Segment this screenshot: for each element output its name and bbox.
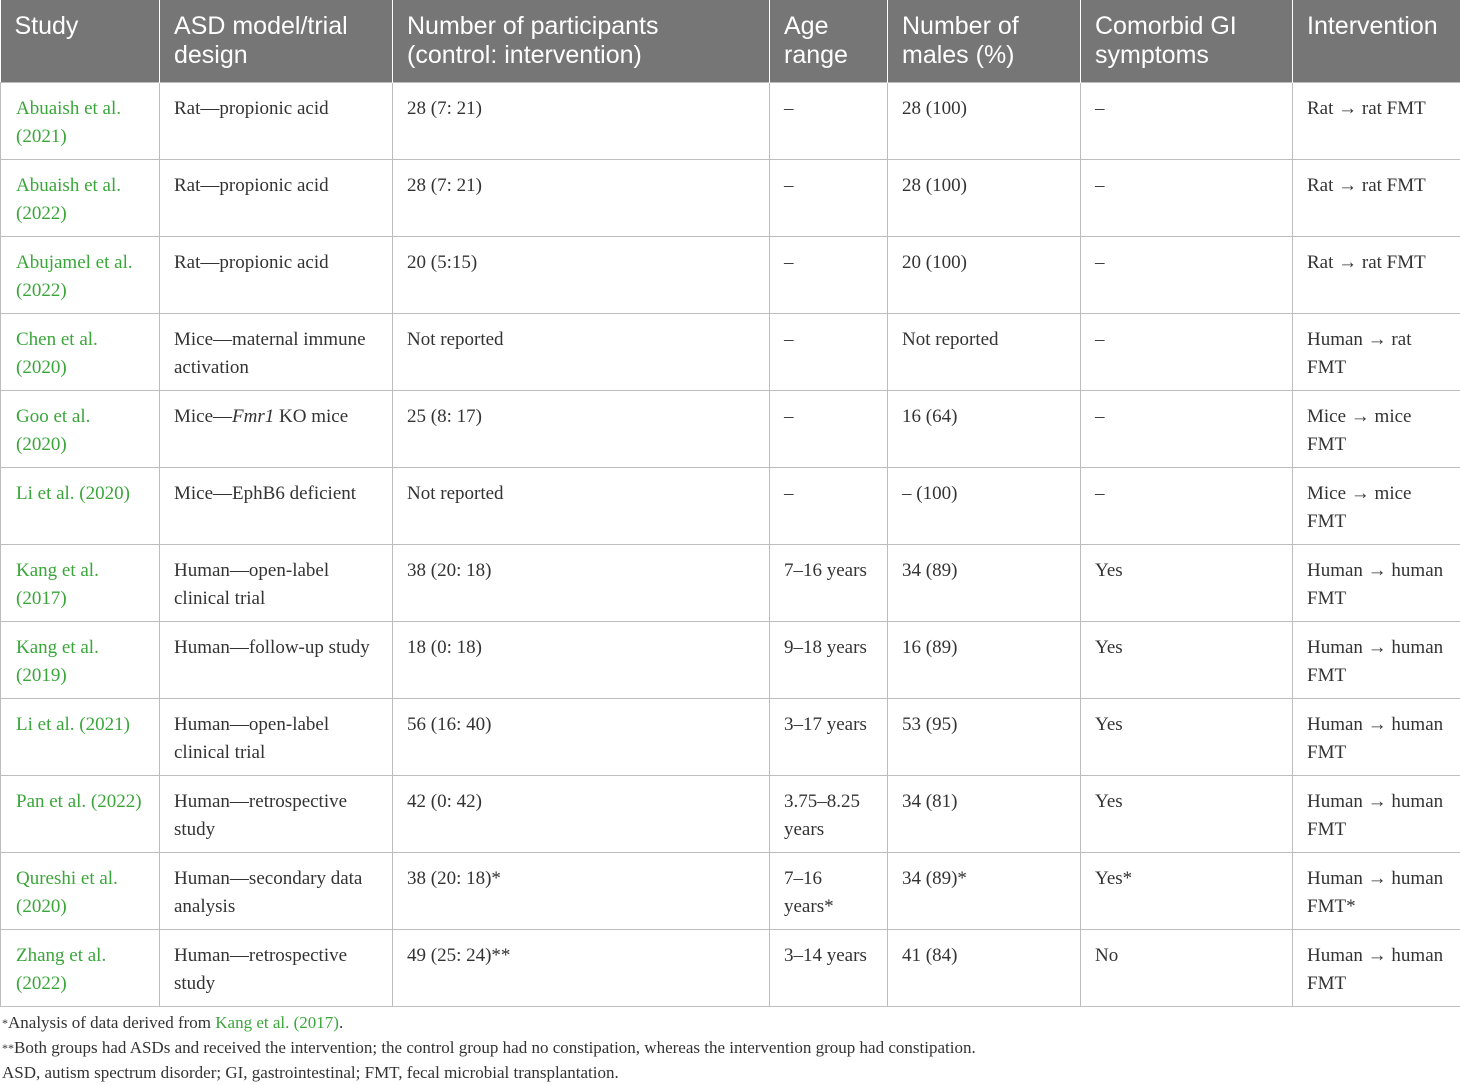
- header-row: [1, 0, 1460, 82]
- table-row: [1, 159, 1460, 236]
- table-row: [1, 852, 1460, 929]
- study-link[interactable]: Abujamel et al. (2022): [1, 236, 160, 313]
- males-cell: 34 (81): [888, 775, 1081, 852]
- intervention-cell: Human → human FMT: [1293, 698, 1460, 775]
- age-cell: 3–17 years: [770, 698, 888, 775]
- study-link[interactable]: Kang et al. (2017): [1, 544, 160, 621]
- intervention-cell: Rat → rat FMT: [1293, 82, 1460, 159]
- gi-cell: –: [1081, 159, 1293, 236]
- design-cell: Human—open-label clinical trial: [160, 698, 393, 775]
- design-cell: Human—follow-up study: [160, 621, 393, 698]
- study-link[interactable]: Qureshi et al. (2020): [1, 852, 160, 929]
- males-cell: 16 (64): [888, 390, 1081, 467]
- intervention-cell: Rat → rat FMT: [1293, 159, 1460, 236]
- intervention-cell: Human → human FMT: [1293, 544, 1460, 621]
- study-link[interactable]: Zhang et al. (2022): [1, 929, 160, 1006]
- gi-cell: Yes: [1081, 698, 1293, 775]
- table-row: [1, 544, 1460, 621]
- design-cell: Mice—EphB6 deficient: [160, 467, 393, 544]
- males-cell: 28 (100): [888, 82, 1081, 159]
- intervention-cell: Human → human FMT: [1293, 929, 1460, 1006]
- participants-cell: 38 (20: 18): [393, 544, 770, 621]
- table-row: [1, 313, 1460, 390]
- design-cell: Rat—propionic acid: [160, 82, 393, 159]
- intervention-cell: Human → human FMT*: [1293, 852, 1460, 929]
- footnote-period: .: [339, 1013, 343, 1032]
- gi-cell: Yes*: [1081, 852, 1293, 929]
- footnote-text: Analysis of data derived from: [8, 1013, 215, 1032]
- gi-cell: –: [1081, 236, 1293, 313]
- design-cell: Human—retrospective study: [160, 929, 393, 1006]
- intervention-cell: Human → human FMT: [1293, 621, 1460, 698]
- males-cell: 34 (89): [888, 544, 1081, 621]
- table-row: [1, 929, 1460, 1006]
- age-cell: –: [770, 467, 888, 544]
- age-cell: –: [770, 236, 888, 313]
- gene-name: Fmr1: [232, 406, 274, 427]
- intervention-cell: Rat → rat FMT: [1293, 236, 1460, 313]
- intervention-cell: Human → human FMT: [1293, 775, 1460, 852]
- design-cell: Mice—maternal immune activation: [160, 313, 393, 390]
- participants-cell: 20 (5:15): [393, 236, 770, 313]
- males-cell: Not reported: [888, 313, 1081, 390]
- footnote-text: Both groups had ASDs and received the intervention; the control group had no constipation, whereas the intervention group had constipation.: [14, 1038, 976, 1057]
- footnote-mark: **: [2, 1041, 14, 1055]
- footnote-mark: *: [2, 1016, 8, 1030]
- age-cell: 9–18 years: [770, 621, 888, 698]
- males-cell: 28 (100): [888, 159, 1081, 236]
- study-link[interactable]: Abuaish et al. (2022): [1, 159, 160, 236]
- header-participants: Number of participants (control: intervention): [393, 0, 770, 82]
- males-cell: 20 (100): [888, 236, 1081, 313]
- gi-cell: –: [1081, 313, 1293, 390]
- study-link[interactable]: Kang et al. (2019): [1, 621, 160, 698]
- study-link[interactable]: Li et al. (2020): [1, 467, 160, 544]
- header-study: Study: [1, 0, 160, 82]
- gi-cell: Yes: [1081, 621, 1293, 698]
- study-link[interactable]: Chen et al. (2020): [1, 313, 160, 390]
- intervention-cell: Mice → mice FMT: [1293, 390, 1460, 467]
- gi-cell: No: [1081, 929, 1293, 1006]
- study-link[interactable]: Abuaish et al. (2021): [1, 82, 160, 159]
- age-cell: –: [770, 159, 888, 236]
- males-cell: 34 (89)*: [888, 852, 1081, 929]
- design-cell: [160, 390, 393, 467]
- table-row: [1, 621, 1460, 698]
- table-row: [1, 775, 1460, 852]
- design-cell: Human—secondary data analysis: [160, 852, 393, 929]
- participants-cell: 28 (7: 21): [393, 159, 770, 236]
- design-cell: Human—open-label clinical trial: [160, 544, 393, 621]
- participants-cell: 49 (25: 24)**: [393, 929, 770, 1006]
- gi-cell: –: [1081, 467, 1293, 544]
- table-row: [1, 82, 1460, 159]
- age-cell: 3.75–8.25 years: [770, 775, 888, 852]
- header-males: Number of males (%): [888, 0, 1081, 82]
- table-row: [1, 236, 1460, 313]
- participants-cell: 18 (0: 18): [393, 621, 770, 698]
- participants-cell: Not reported: [393, 467, 770, 544]
- footnote-abbreviations: ASD, autism spectrum disorder; GI, gastrointestinal; FMT, fecal microbial transplantation.: [2, 1060, 1460, 1085]
- gi-cell: –: [1081, 390, 1293, 467]
- age-cell: 7–16 years*: [770, 852, 888, 929]
- design-cell: Rat—propionic acid: [160, 236, 393, 313]
- participants-cell: Not reported: [393, 313, 770, 390]
- table-row: [1, 467, 1460, 544]
- design-prefix: Mice—: [174, 406, 232, 427]
- age-cell: –: [770, 82, 888, 159]
- gi-cell: Yes: [1081, 544, 1293, 621]
- age-cell: 7–16 years: [770, 544, 888, 621]
- age-cell: 3–14 years: [770, 929, 888, 1006]
- footnote-1: [2, 1010, 1460, 1035]
- header-intervention: Intervention: [1293, 0, 1460, 82]
- design-cell: Human—retrospective study: [160, 775, 393, 852]
- participants-cell: 25 (8: 17): [393, 390, 770, 467]
- intervention-cell: Mice → mice FMT: [1293, 467, 1460, 544]
- design-cell: Rat—propionic acid: [160, 159, 393, 236]
- header-age-range: Age range: [770, 0, 888, 82]
- table-footnotes: [0, 1010, 1460, 1085]
- footnote-reference-link[interactable]: Kang et al. (2017): [215, 1013, 339, 1032]
- header-gi-symptoms: Comorbid GI symptoms: [1081, 0, 1293, 82]
- gi-cell: Yes: [1081, 775, 1293, 852]
- study-link[interactable]: Pan et al. (2022): [1, 775, 160, 852]
- participants-cell: 28 (7: 21): [393, 82, 770, 159]
- age-cell: –: [770, 313, 888, 390]
- participants-cell: 38 (20: 18)*: [393, 852, 770, 929]
- footnote-2: [2, 1035, 1460, 1060]
- table-row: [1, 390, 1460, 467]
- study-link[interactable]: Goo et al. (2020): [1, 390, 160, 467]
- participants-cell: 56 (16: 40): [393, 698, 770, 775]
- age-cell: –: [770, 390, 888, 467]
- intervention-cell: Human → rat FMT: [1293, 313, 1460, 390]
- males-cell: 16 (89): [888, 621, 1081, 698]
- participants-cell: 42 (0: 42): [393, 775, 770, 852]
- study-link[interactable]: Li et al. (2021): [1, 698, 160, 775]
- gi-cell: –: [1081, 82, 1293, 159]
- table-row: [1, 698, 1460, 775]
- males-cell: – (100): [888, 467, 1081, 544]
- design-suffix: KO mice: [274, 406, 348, 427]
- header-design: ASD model/trial design: [160, 0, 393, 82]
- males-cell: 41 (84): [888, 929, 1081, 1006]
- males-cell: 53 (95): [888, 698, 1081, 775]
